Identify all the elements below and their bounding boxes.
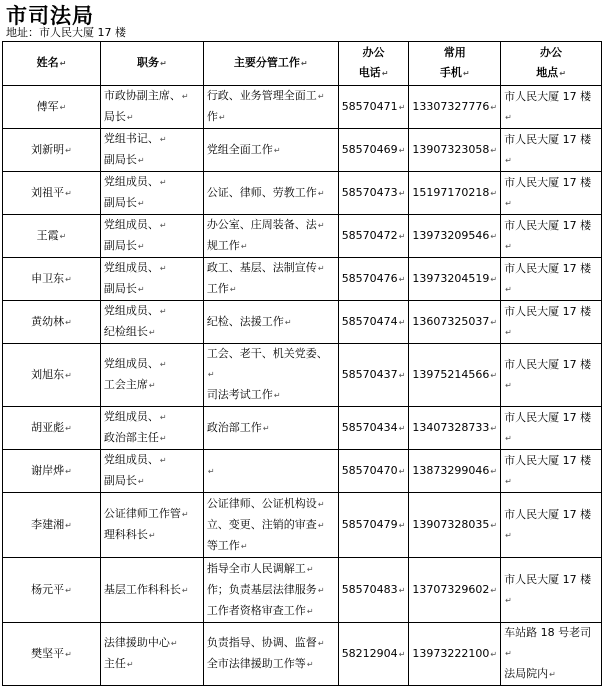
cell-location: 市人民大厦 17 楼 ↵ [501,129,602,172]
table-row [3,172,602,215]
cell-office-phone: 58570472 ↵ [338,215,409,258]
header-duties: 主要分管工作 ↵ [203,42,338,86]
cell-office-phone: 58570470 ↵ [338,450,409,493]
cell-position: 党组成员、 ↵ 政治部主任 ↵ [100,407,203,450]
cell-name: 刘新明 ↵ [3,129,101,172]
cell-position: 党组成员、 ↵ 副局长 ↵ [100,215,203,258]
cell-name: 刘祖平 ↵ [3,172,101,215]
cell-name: 申卫东 ↵ [3,258,101,301]
cell-office-phone: 58570437 ↵ [338,344,409,407]
header-office-phone: 办公 电话 ↵ [338,42,409,86]
table-row [3,301,602,344]
cell-mobile: 15197170218 ↵ [409,172,501,215]
cell-position: 法律援助中心 ↵ 主任 ↵ [100,623,203,686]
cell-name: 谢岸烨 ↵ [3,450,101,493]
cell-location: 市人民大厦 17 楼 ↵ [501,558,602,623]
cell-location: 市人民大厦 17 楼 ↵ [501,407,602,450]
cell-duties: 政治部工作 ↵ [203,407,338,450]
cell-location: 市人民大厦 17 楼 ↵ [501,301,602,344]
table-row [3,558,602,623]
cell-mobile: 13873299046 ↵ [409,450,501,493]
cell-office-phone: 58570474 ↵ [338,301,409,344]
cell-name: 王霞 ↵ [3,215,101,258]
cell-mobile: 13607325037 ↵ [409,301,501,344]
table-row [3,258,602,301]
cell-duties: 工会、老干、机关党委、 ↵ 司法考试工作 ↵ [203,344,338,407]
page-title: 市司法局 [6,3,94,28]
cell-location: 车站路 18 号老司 ↵ 法局院内 ↵ [501,623,602,686]
cell-name: 樊坚平 ↵ [3,623,101,686]
table-row [3,623,602,686]
table-row [3,407,602,450]
cell-name: 刘旭东 ↵ [3,344,101,407]
cell-office-phone: 58570434 ↵ [338,407,409,450]
table-row [3,344,602,407]
cell-name: 傅军 ↵ [3,86,101,129]
table-row [3,215,602,258]
cell-office-phone: 58570479 ↵ [338,493,409,558]
cell-name: 胡亚彪 ↵ [3,407,101,450]
cell-duties: 负责指导、协调、监督 ↵ 全市法律援助工作等 ↵ [203,623,338,686]
cell-office-phone: 58570471 ↵ [338,86,409,129]
cell-location: 市人民大厦 17 楼 ↵ [501,493,602,558]
cell-position: 党组书记、 ↵ 副局长 ↵ [100,129,203,172]
cell-position: 市政协副主席、 ↵ 局长 ↵ [100,86,203,129]
cell-mobile: 13973222100 ↵ [409,623,501,686]
cell-duties: 纪检、法援工作 ↵ [203,301,338,344]
cell-office-phone: 58570483 ↵ [338,558,409,623]
cell-name: 黄幼林 ↵ [3,301,101,344]
cell-location: 市人民大厦 17 楼 ↵ [501,450,602,493]
cell-duties: 公证律师、公证机构设 ↵ 立、变更、注销的审查 ↵ 等工作 ↵ [203,493,338,558]
cell-position: 党组成员、 ↵ 工会主席 ↵ [100,344,203,407]
directory-table [2,41,602,686]
cell-office-phone: 58212904 ↵ [338,623,409,686]
cell-mobile: 13975214566 ↵ [409,344,501,407]
cell-duties: 政工、基层、法制宣传 ↵ 工作 ↵ [203,258,338,301]
cell-duties: 指导全市人民调解工 ↵ 作；负责基层法律服务 ↵ 工作者资格审查工作 ↵ [203,558,338,623]
cell-office-phone: 58570473 ↵ [338,172,409,215]
cell-mobile: 13707329602 ↵ [409,558,501,623]
cell-position: 党组成员、 ↵ 副局长 ↵ [100,258,203,301]
cell-location: 市人民大厦 17 楼 ↵ [501,86,602,129]
header-mobile: 常用 手机 ↵ [409,42,501,86]
cell-position: 公证律师工作管 ↵ 理科科长 ↵ [100,493,203,558]
table-row [3,129,602,172]
cell-duties: 党组全面工作 ↵ [203,129,338,172]
cell-mobile: 13973209546 ↵ [409,215,501,258]
table-row [3,450,602,493]
cell-position: 党组成员、 ↵ 纪检组长 ↵ [100,301,203,344]
cell-mobile: 13907323058 ↵ [409,129,501,172]
header-office-location: 办公 地点 ↵ [501,42,602,86]
cell-location: 市人民大厦 17 楼 ↵ [501,172,602,215]
cell-mobile: 13307327776 ↵ [409,86,501,129]
cell-duties [203,450,338,493]
header-position: 职务 ↵ [100,42,203,86]
cell-location: 市人民大厦 17 楼 ↵ [501,258,602,301]
table-row [3,493,602,558]
header-name: 姓名 ↵ [3,42,101,86]
cell-office-phone: 58570476 ↵ [338,258,409,301]
cell-location: 市人民大厦 17 楼 ↵ [501,215,602,258]
cell-mobile: 13973204519 ↵ [409,258,501,301]
cell-position: 党组成员、 ↵ 副局长 ↵ [100,450,203,493]
cell-duties: 公证、律师、劳教工作 ↵ [203,172,338,215]
table-row [3,86,602,129]
cell-position: 基层工作科科长 ↵ [100,558,203,623]
cell-name: 杨元平 ↵ [3,558,101,623]
cell-name: 李建湘 ↵ [3,493,101,558]
address-line: 地址：市人民大厦 17 楼 [6,26,126,39]
cell-location: 市人民大厦 17 楼 ↵ [501,344,602,407]
cell-duties: 行政、业务管理全面工 ↵ 作 ↵ [203,86,338,129]
cell-mobile: 13407328733 ↵ [409,407,501,450]
header-row [3,42,602,86]
cell-office-phone: 58570469 ↵ [338,129,409,172]
cell-mobile: 13907328035 ↵ [409,493,501,558]
cell-duties: 办公室、庄周装备、法 ↵ 规工作 ↵ [203,215,338,258]
cell-position: 党组成员、 ↵ 副局长 ↵ [100,172,203,215]
